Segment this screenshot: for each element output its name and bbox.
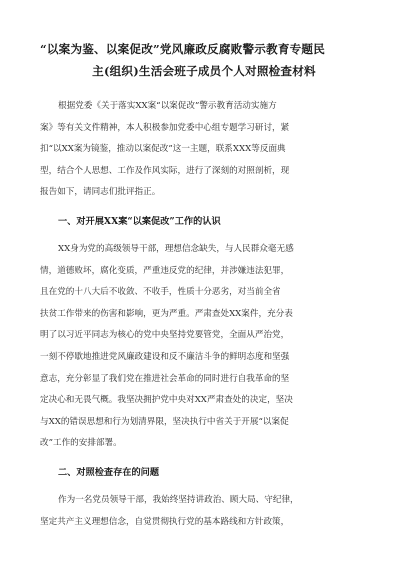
- section-1-line: 定决心和无畏气概。我坚决拥护党中央对XX严肃查处的决定，坚决: [40, 395, 293, 406]
- document-title: [40, 38, 368, 82]
- section-1-line: XX身为党的高级领导干部，理想信念缺失，与人民群众毫无感: [58, 243, 294, 254]
- section-1-line: 意志，充分彰显了我们党在推进社会革命的同时进行自我革命的坚: [40, 373, 290, 384]
- section-1-line: 明了以习近平同志为核心的党中央坚持党要管党，全面从严治党，: [40, 330, 290, 341]
- section-2-line: 作为一名党员领导干部，我始终坚持讲政治、顾大局、守纪律，: [58, 494, 299, 505]
- intro-line: 扣“以XX案为镜鉴，推动以案促改”这一主题，联系XXX等反面典: [40, 144, 286, 155]
- title-line-1: “以案为鉴、以案促改”党风廉政反腐败警示教育专题民: [40, 42, 325, 56]
- section-2-heading: 二、对照检查存在的问题: [58, 466, 160, 478]
- intro-line: 报告如下，请同志们批评指正。: [40, 187, 161, 198]
- intro-line: 案》等有关文件精神，本人积极参加党委中心组专题学习研讨，紧: [40, 122, 290, 133]
- title-line-2: 主(组织)生活会班子成员个人对照检查材料: [92, 64, 316, 78]
- intro-paragraph: [40, 96, 368, 204]
- section-1-line: 且在党的十八大后不收敛、不收手，性质十分恶劣，对当前全省: [40, 287, 281, 298]
- section-1-line: 一刻不停歇地推进党风廉政建设和反不廉洁斗争的鲜明态度和坚强: [40, 351, 290, 362]
- section-2-paragraph: [40, 490, 368, 533]
- section-1-line: 情，道德败坏，腐化变质，严重违反党的纪律，并涉嫌违法犯罪，: [40, 265, 290, 276]
- section-2-line: 坚定共产主义理想信念，自觉贯彻执行党的基本路线和方针政策，: [40, 516, 290, 527]
- intro-line: 根据党委《关于落实XX案“以案促改”警示教育活动实施方: [58, 101, 277, 111]
- section-1-line: 扶贫工作带来的伤害和影响，更为严重。严肃查处XX案件，充分表: [40, 308, 293, 319]
- section-1-heading: 一、对开展XX案“以案促改”工作的认识: [58, 215, 221, 227]
- intro-line: 型，结合个人思想、工作及作风实际，进行了深刻的对照剖析，现: [40, 165, 290, 176]
- section-1-paragraph: [40, 239, 368, 455]
- section-1-line: 改”工作的安排部署。: [40, 438, 122, 449]
- section-1-line: 与XX的错误思想和行为划清界限，坚决执行中省关于开展“以案促: [40, 416, 289, 427]
